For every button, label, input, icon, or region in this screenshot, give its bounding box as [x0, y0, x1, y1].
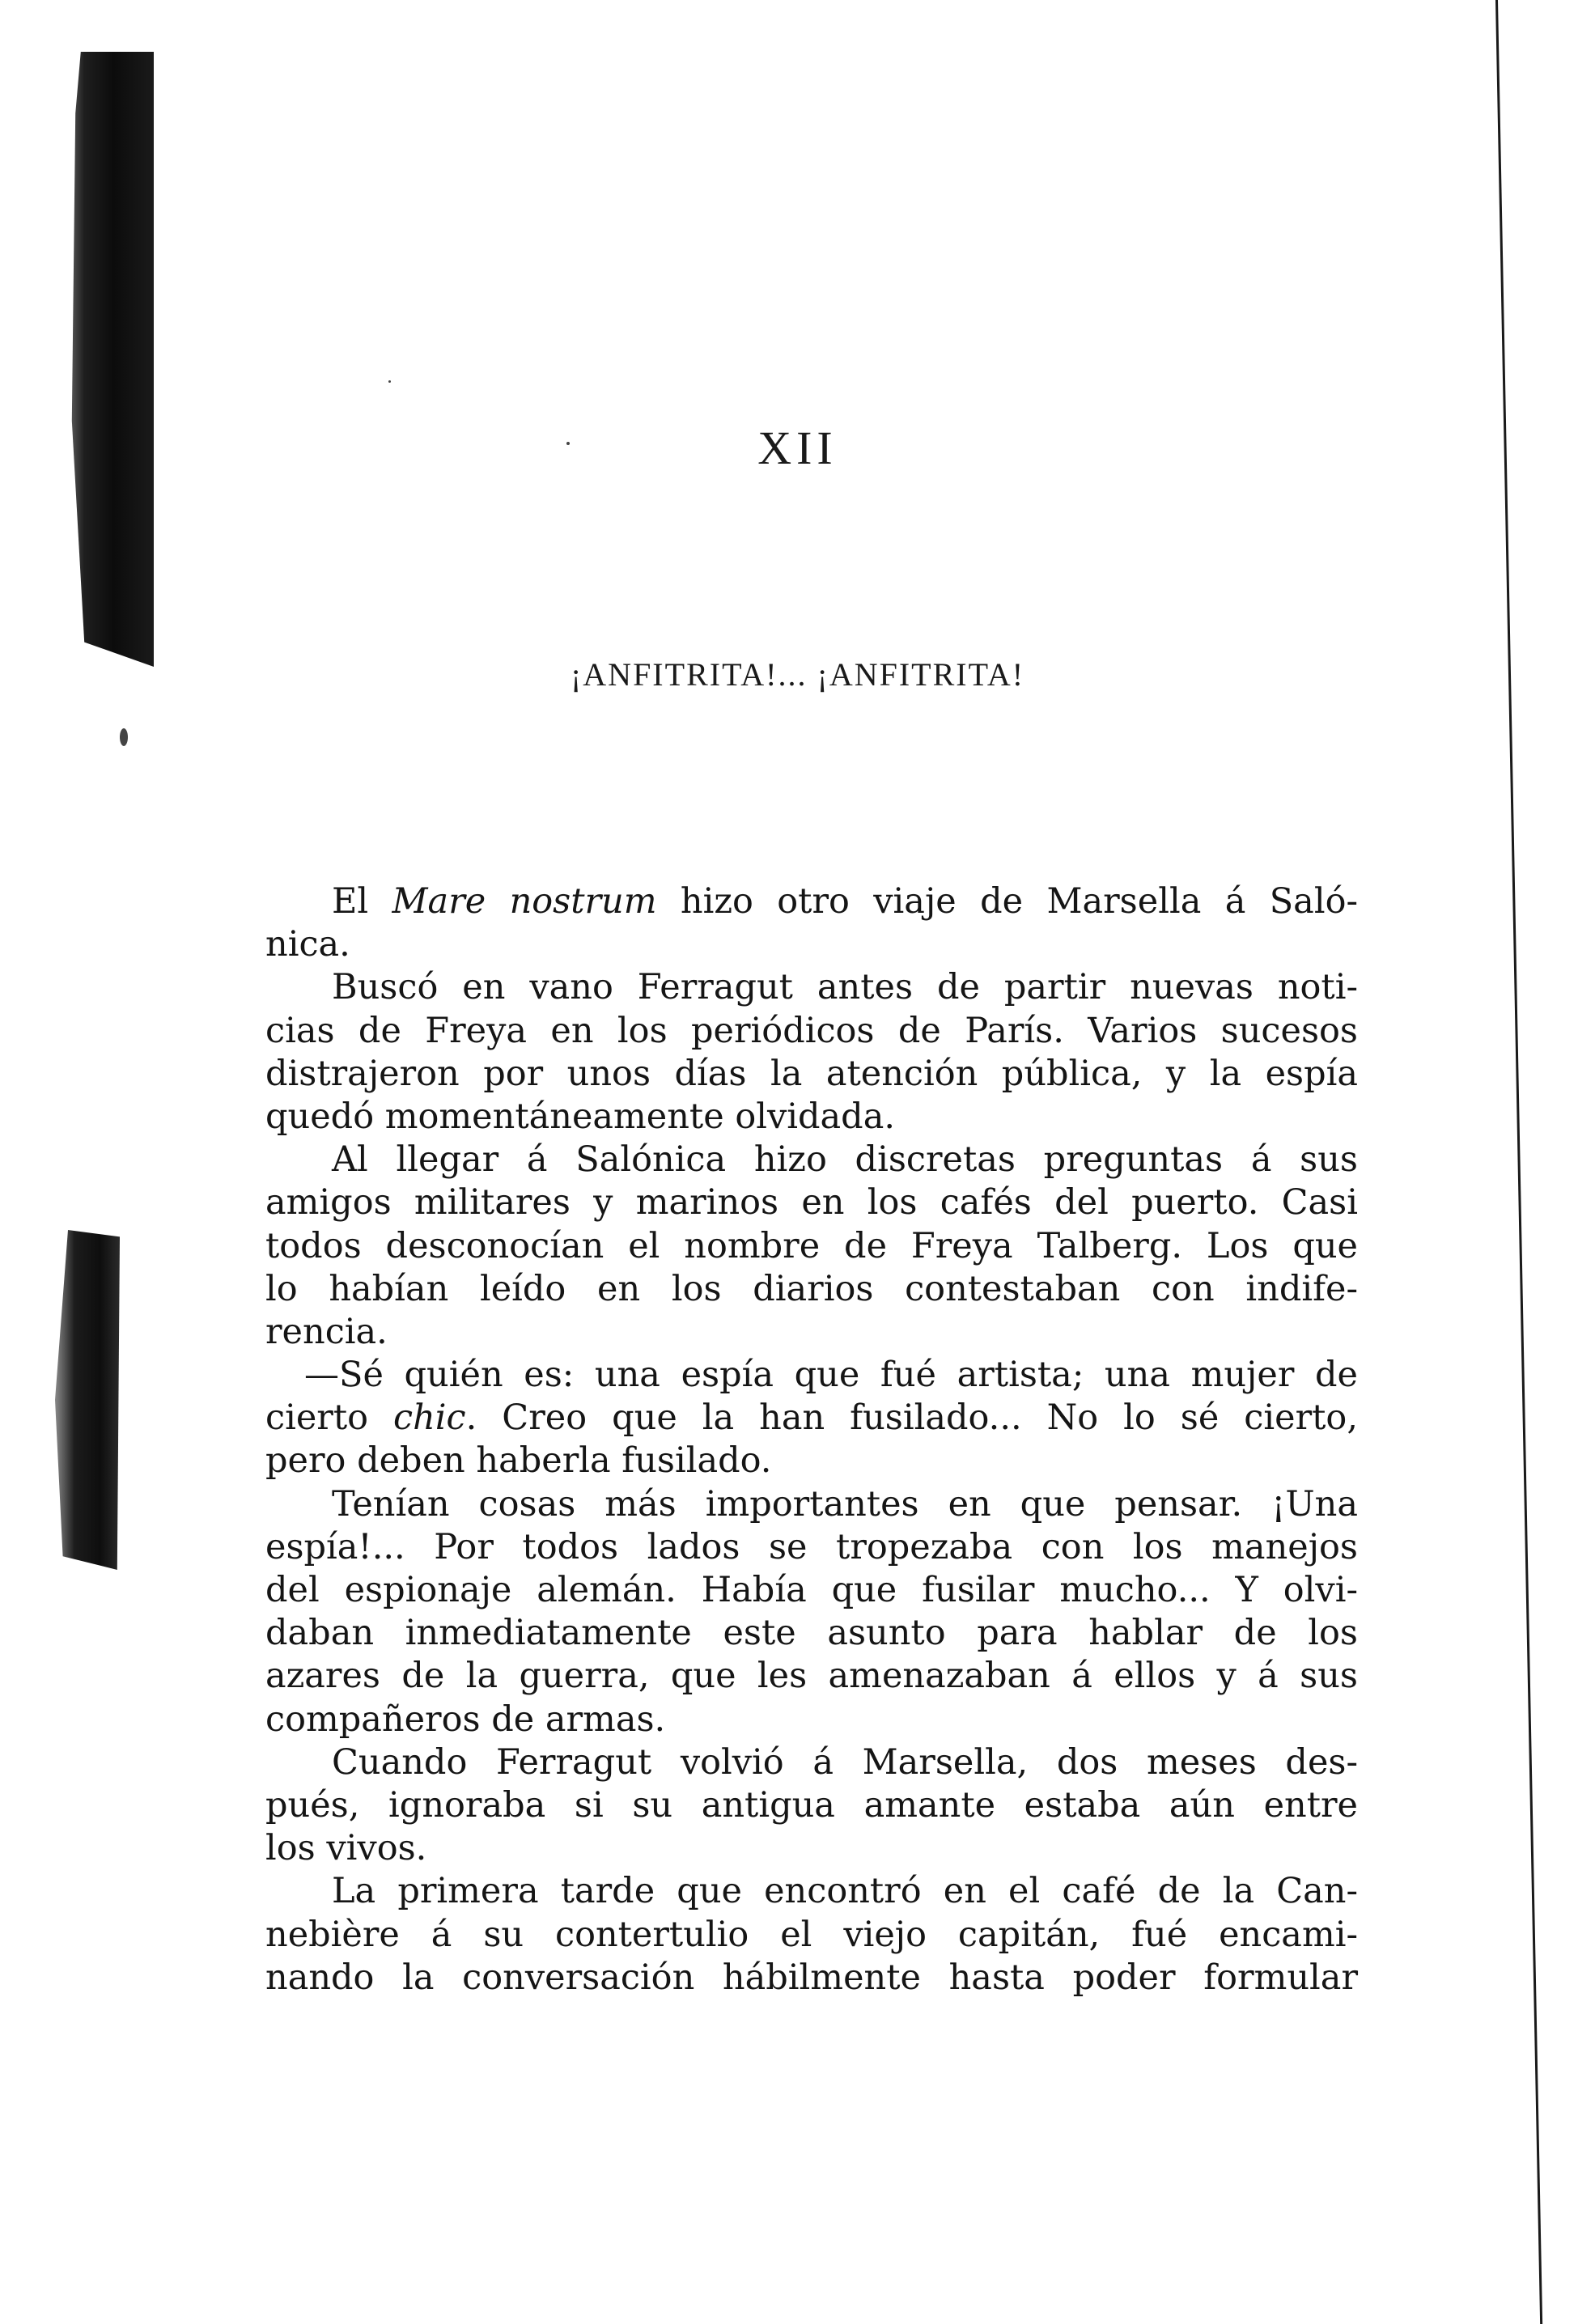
scan-speck: [120, 728, 128, 746]
text-segment: —Sé quién es: una espía que fué artista; una mujer de: [304, 1355, 1358, 1396]
scan-edge-shadow-bottom: [55, 1230, 120, 1570]
page-edge-line: [1495, 0, 1542, 2324]
text-segment: nando la conversación hábilmente hasta poder formular: [265, 1957, 1358, 1998]
text-segment: los vivos.: [265, 1828, 427, 1869]
text-segment: lo habían leído en los diarios contestaban con indife-: [265, 1268, 1358, 1309]
text-segment: todos desconocían el nombre de Freya Talberg. Los que: [265, 1225, 1358, 1266]
text-line: [265, 1010, 1358, 1053]
text-line: [265, 1914, 1358, 1957]
text-segment: nica.: [265, 924, 350, 965]
text-segment: compañeros de armas.: [265, 1698, 666, 1740]
paragraph: [265, 1870, 1358, 2000]
text-line: [265, 1053, 1358, 1096]
italic-text: Mare nostrum: [392, 881, 657, 922]
text-segment: daban inmediatamente este asunto para hablar de los: [265, 1613, 1358, 1654]
text-segment: Buscó en vano Ferragut antes de partir nuevas noti-: [332, 967, 1358, 1008]
text-line: [265, 1870, 1358, 1913]
text-line: [265, 1225, 1358, 1268]
italic-text: chic: [393, 1397, 466, 1439]
text-line: [265, 1354, 1358, 1397]
text-segment: cierto: [265, 1397, 394, 1439]
text-line: [265, 1827, 1358, 1870]
paragraph: [265, 1354, 1358, 1483]
text-line: [265, 1784, 1358, 1827]
text-segment: Al llegar á Salónica hizo discretas preguntas á sus: [332, 1139, 1358, 1181]
text-line: [265, 1526, 1358, 1569]
text-line: [265, 923, 1358, 966]
text-line: [265, 880, 1358, 923]
scan-edge-shadow-top: [65, 52, 154, 667]
text-line: [265, 1311, 1358, 1354]
text-segment: cias de Freya en los periódicos de París. Varios sucesos: [265, 1010, 1358, 1051]
text-segment: rencia.: [265, 1311, 388, 1352]
paragraph: [265, 1483, 1358, 1741]
text-line: [265, 1440, 1358, 1482]
paragraph: [265, 1741, 1358, 1871]
text-segment: del espionaje alemán. Había que fusilar mucho... Y olvi-: [265, 1570, 1358, 1610]
text-segment: quedó momentáneamente olvidada.: [265, 1096, 896, 1137]
text-segment: distrajeron por unos días la atención pública, y la espía: [265, 1053, 1358, 1094]
text-segment: pués, ignoraba si su antigua amante estaba aún entre: [265, 1784, 1358, 1826]
text-segment: nebière á su contertulio el viejo capitán, fué encami-: [265, 1914, 1358, 1955]
text-line: [265, 1655, 1358, 1698]
text-segment: La primera tarde que encontró en el café de la Can-: [332, 1871, 1358, 1912]
text-line: [265, 1268, 1358, 1311]
text-segment: hizo otro viaje de Marsella á Saló-: [656, 881, 1358, 922]
text-line: [265, 1957, 1358, 2000]
paragraph: [265, 880, 1358, 966]
scan-speck: [388, 380, 391, 383]
text-line: [265, 1569, 1358, 1612]
text-line: [265, 1181, 1358, 1224]
text-line: [265, 1741, 1358, 1784]
body-text: [265, 880, 1358, 2000]
text-line: [265, 1612, 1358, 1655]
text-line: [265, 1139, 1358, 1181]
text-segment: El: [332, 881, 392, 922]
text-segment: . Creo que la han fusilado... No lo sé cierto,: [465, 1397, 1358, 1439]
text-line: [265, 966, 1358, 1009]
chapter-title: ¡ANFITRITA!... ¡ANFITRITA!: [570, 656, 1025, 693]
text-segment: azares de la guerra, que les amenazaban á ellos y á sus: [265, 1656, 1358, 1697]
text-line: [265, 1483, 1358, 1526]
chapter-number: XII: [757, 422, 838, 474]
text-line: [265, 1397, 1358, 1440]
paragraph: [265, 966, 1358, 1139]
text-segment: espía!... Por todos lados se tropezaba con los manejos: [265, 1526, 1358, 1567]
text-line: [265, 1698, 1358, 1741]
text-segment: pero deben haberla fusilado.: [265, 1440, 772, 1482]
text-line: [265, 1096, 1358, 1139]
text-segment: Tenían cosas más importantes en que pensar. ¡Una: [332, 1483, 1358, 1525]
text-segment: Cuando Ferragut volvió á Marsella, dos meses des-: [332, 1741, 1358, 1783]
text-segment: amigos militares y marinos en los cafés del puerto. Casi: [265, 1182, 1358, 1223]
paragraph: [265, 1139, 1358, 1354]
